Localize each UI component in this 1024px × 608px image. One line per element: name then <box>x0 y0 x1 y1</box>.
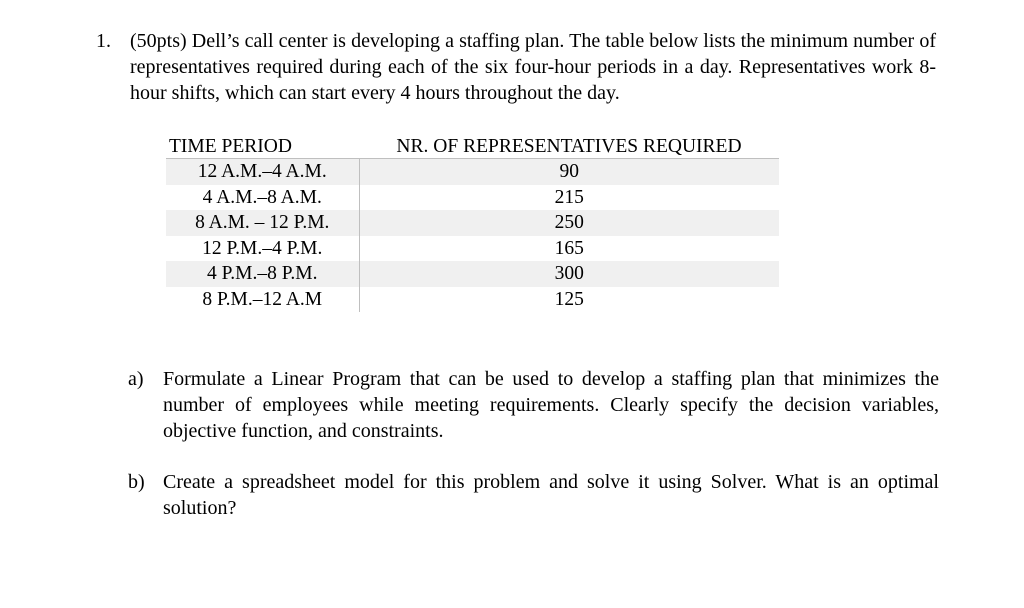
time-period-cell: 12 P.M.–4 P.M. <box>166 236 359 262</box>
table-row <box>166 287 779 313</box>
part-b-text: Create a spreadsheet model for this problem and solve it using Solver. What is an optimal solution? <box>163 471 939 519</box>
table-row <box>166 159 779 185</box>
table-header-row <box>166 132 779 159</box>
part-a-text: Formulate a Linear Program that can be used to develop a staffing plan that minimizes the number of employees while meeting requirements. Clearly specify the decision variables, objective function, and constraints. <box>163 368 939 442</box>
required-count-cell: 125 <box>554 288 584 310</box>
part-b-letter: b) <box>128 471 145 493</box>
required-count-cell: 165 <box>554 237 584 259</box>
time-period-cell: 4 P.M.–8 P.M. <box>166 261 359 287</box>
required-count-cell: 90 <box>359 159 779 185</box>
requirements-table <box>166 132 779 312</box>
part-a-letter: a) <box>128 368 144 390</box>
table-row <box>166 261 779 287</box>
table-row <box>166 236 779 262</box>
table-row <box>166 185 779 211</box>
problem-text: (50pts) Dell’s call center is developing a staffing plan. The table below lists the minimum number of representatives required during each of the six four-hour periods in a day. Representatives work 8-hour shifts, which can start every 4 hours throughout the day. <box>130 30 936 104</box>
header-representatives-required: NR. OF REPRESENTATIVES REQUIRED <box>359 132 779 159</box>
table-row <box>166 210 779 236</box>
required-count-cell: 215 <box>554 186 584 208</box>
problem-number: 1. <box>96 30 111 52</box>
time-period-cell: 12 A.M.–4 A.M. <box>166 159 359 185</box>
time-period-cell: 8 A.M. – 12 P.M. <box>166 210 359 236</box>
time-period-cell: 4 A.M.–8 A.M. <box>166 185 359 211</box>
header-time-period: TIME PERIOD <box>166 132 359 159</box>
time-period-cell: 8 P.M.–12 A.M <box>166 287 359 313</box>
required-count-cell: 250 <box>359 210 779 236</box>
required-count-cell: 300 <box>359 261 779 287</box>
